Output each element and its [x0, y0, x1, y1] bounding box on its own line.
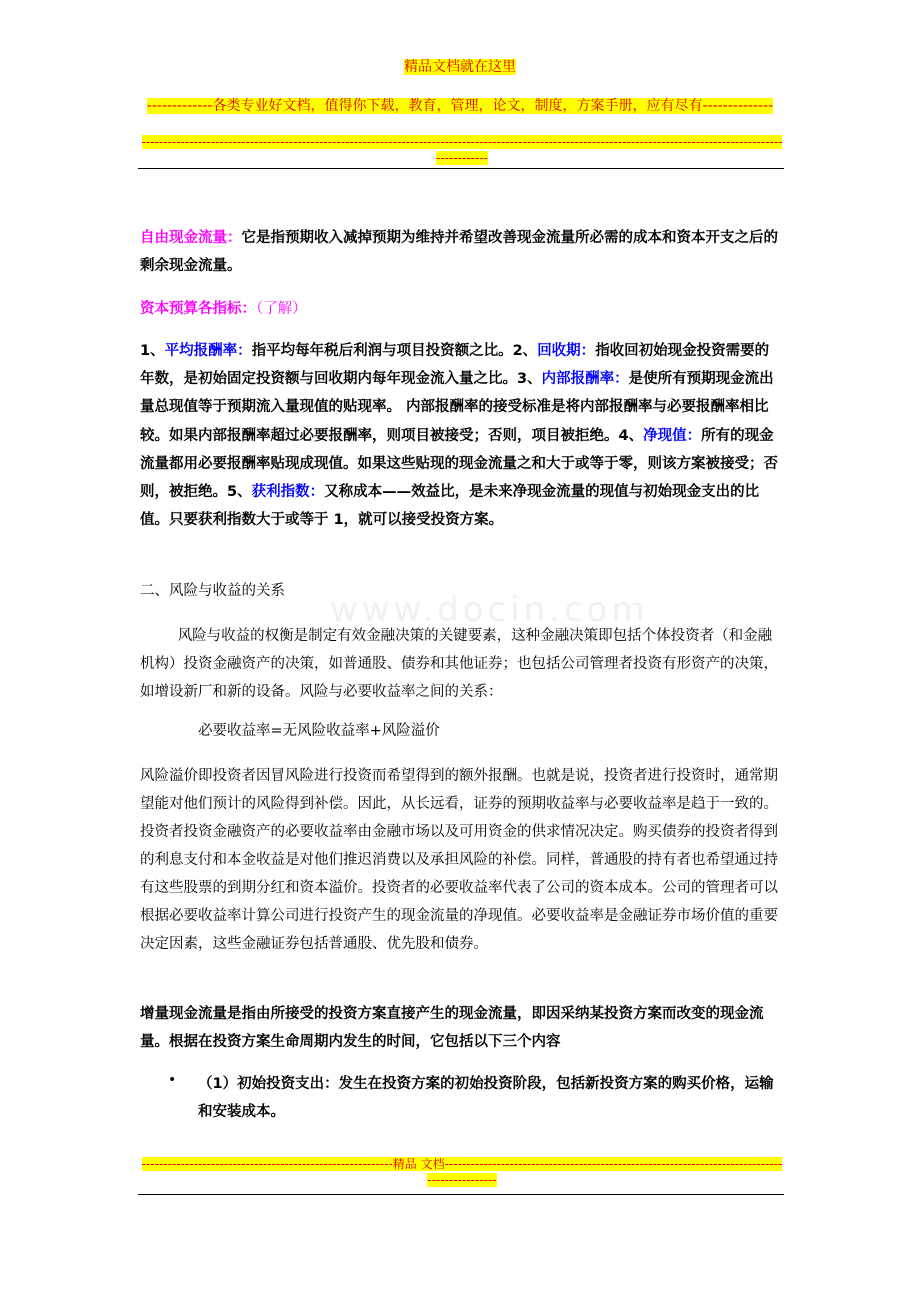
indicator-term-irr: 内部报酬率： [541, 371, 629, 388]
fcf-text: 它是指预期收入减掉预期为维持并希望改善现金流量所必需的成本和资本开支之后的剩余现金流量。 [140, 230, 778, 274]
indicator-term-pi: 获利指数： [251, 484, 325, 501]
incremental-paragraph: 增量现金流量是指由所接受的投资方案直接产生的现金流量，即因采纳某投资方案而改变的现金流量。根据在投资方案生命周期内发生的时间，它包括以下三个内容 [140, 1006, 764, 1050]
indicator-desc-3: 是使所有预期现金流出量总现值等于预期流入量现值的贴现率。 内部报酬率的接受标准是将内部报酬率与必要报酬率相比较。如果内部报酬率超过必要报酬率，则项目被接受；否则，项目被拒绝。4、 [140, 371, 774, 444]
formula: 必要收益率=无风险收益率+风险溢价 [198, 723, 440, 739]
watermark: www.docin.com [330, 590, 649, 630]
header-rule [138, 168, 784, 169]
indicator-desc-2: 指收回初始现金投资需要的年数，是初始固定投资额与回收期内每年现金流入量之比。3、 [140, 343, 770, 388]
budget-note: （了解） [256, 301, 307, 317]
header-dashes: ---------------------------------------------------------------------------------------------------------------------------------------------------------------- [141, 135, 783, 165]
indicators-paragraph [140, 337, 780, 534]
footer-row [140, 1156, 784, 1188]
header-title: 精品文档就在这里 [404, 59, 516, 75]
risk-heading: 二、风险与收益的关系 [140, 583, 285, 599]
header-subtitle: -------------各类专业好文档，值得你下载，教育，管理，论文，制度，方案手册，应有尽有-------------- [146, 98, 774, 114]
indicator-number-1: 1、 [140, 343, 165, 359]
indicator-desc-1: 指平均每年税后利润与项目投资额之比。2、 [251, 343, 538, 359]
header-title-row [0, 56, 920, 78]
premium-paragraph: 风险溢价即投资者因冒风险进行投资而希望得到的额外报酬。也就是说，投资者进行投资时，通常期望能对他们预计的风险得到补偿。因此，从长远看，证券的预期收益率与必要收益率是趋于一致的。投资者投资金融资产的必要收益率由金融市场以及可用资金的供求情况决定。购买债券的投资者得到的利息支付和本金收益是对他们推迟消费以及承担风险的补偿。同样，普通股的持有者也希望通过持有这些股票的到期分红和资本溢价。投资者的必要收益率代表了公司的资本成本。公司的管理者可以根据必要收益率计算公司进行投资产生的现金流量的净现值。必要收益率是金融证券市场价值的重要决定因素，这些金融证券包括普通股、优先股和债券。 [140, 768, 778, 952]
header-dashes-row [140, 134, 784, 166]
indicator-term-payback: 回收期： [537, 343, 596, 359]
bullet-item-1: （1）初始投资支出：发生在投资方案的初始投资阶段，包括新投资方案的购买价格，运输和安装成本。 [198, 1076, 774, 1120]
budget-term: 资本预算各指标： [140, 301, 256, 317]
footer-rule [138, 1194, 784, 1195]
indicator-term-npv: 净现值： [643, 427, 702, 444]
indicator-desc-4: 所有的现金流量都用必要报酬率贴现成现值。如果这些贴现的现金流量之和大于或等于零，则该方案被接受；否则，被拒绝。5、 [140, 427, 778, 501]
fcf-paragraph [140, 224, 780, 280]
indicator-desc-5: 又称成本——效益比，是未来净现金流量的现值与初始现金支出的比值。只要获利指数大于或等于 1，就可以接受投资方案。 [140, 484, 760, 529]
fcf-term: 自由现金流量： [140, 230, 242, 246]
footer-text: ----------------------------------------------------------精品 文档---------------------------------------------------------------------------------------------- [141, 1157, 783, 1187]
risk-paragraph: 风险与收益的权衡是制定有效金融决策的关键要素，这种金融决策即包括个体投资者（和金融机构）投资金融资产的决策，如普通股、债券和其他证券；也包括公司管理者投资有形资产的决策，如增设新厂和新的设备。风险与必要收益率之间的关系： [140, 628, 778, 700]
indicator-term-average-return: 平均报酬率： [164, 343, 252, 359]
header-subtitle-row [0, 95, 920, 117]
budget-heading [140, 296, 780, 322]
bullet-dot: • [168, 1072, 177, 1088]
